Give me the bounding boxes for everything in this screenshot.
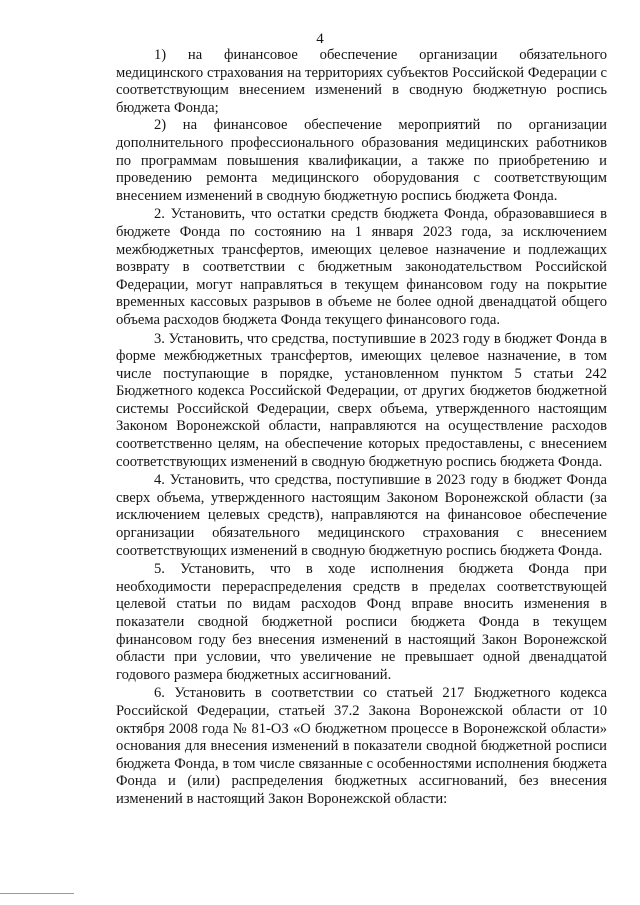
paragraph-1-1: 1) на финансовое обеспечение организации обязательного медицинского страхования на территориях субъектов Российской Федерации с соответствующим внесением изменений в сводную бюджетную роспись бюджета Фонда; <box>116 47 607 116</box>
paragraph-1-2: 2) на финансовое обеспечение мероприятий по организации дополнительного профессионального образования медицинских работников по программам повышения квалификации, а также по приобретению и проведению ремонта медицинского оборудования с соответствующим внесением изменений в сводную бюджетную роспись бюджета Фонда. <box>116 117 607 204</box>
paragraph-2: 2. Установить, что остатки средств бюджета Фонда, образовавшиеся в бюджете Фонда по состоянию на 1 января 2023 года, за исключением межбюджетных трансфертов, имеющих целевое назначение и подлежащих возврату в соответствии с бюджетным законодательством Российской Федерации, могут направляться в текущем финансовом году на покрытие временных кассовых разрывов в объеме не более одной двенадцатой общего объема расходов бюджета Фонда текущего финансового года. <box>116 206 607 328</box>
footnote-divider <box>0 893 74 894</box>
paragraph-4: 4. Установить, что средства, поступившие в 2023 году в бюджет Фонда сверх объема, утвержденного настоящим Законом Воронежской области (за исключением целевых средств), направляются на финансовое обеспечение организации обязательного медицинского страхования с внесением соответствующих изменений в сводную бюджетную роспись бюджета Фонда. <box>116 472 607 559</box>
paragraph-6: 6. Установить в соответствии со статьей 217 Бюджетного кодекса Российской Федерации, статьей 37.2 Закона Воронежской области от 10 октября 2008 года № 81-ОЗ «О бюджетном процессе в Воронежской области» основания для внесения изменений в показатели сводной бюджетной росписи бюджета Фонда, в том числе связанные с особенностями исполнения бюджета Фонда и (или) распределения бюджетных ассигнований, без внесения изменений в настоящий Закон Воронежской области: <box>116 685 607 807</box>
paragraph-3: 3. Установить, что средства, поступившие в 2023 году в бюджет Фонда в форме межбюджетных трансфертов, имеющих целевое назначение, в том числе поступающие в порядке, установленном пунктом 5 статьи 242 Бюджетного кодекса Российской Федерации, от других бюджетов бюджетной системы Российской Федерации, сверх объема, утвержденного настоящим Законом Воронежской области, направляются на осуществление расходов соответственно целям, на обеспечение которых предоставлены, с внесением соответствующих изменений в сводную бюджетную роспись бюджета Фонда. <box>116 330 607 470</box>
document-body <box>116 47 607 809</box>
paragraph-5: 5. Установить, что в ходе исполнения бюджета Фонда при необходимости перераспределения средств в пределах соответствующей целевой статьи по видам расходов Фонд вправе вносить изменения в показатели сводной бюджетной росписи бюджета Фонда в текущем финансовом году без внесения изменений в настоящий Закон Воронежской области при условии, что увеличение не превышает одной двенадцатой годового размера бюджетных ассигнований. <box>116 561 607 683</box>
page-number: 4 <box>316 31 324 47</box>
